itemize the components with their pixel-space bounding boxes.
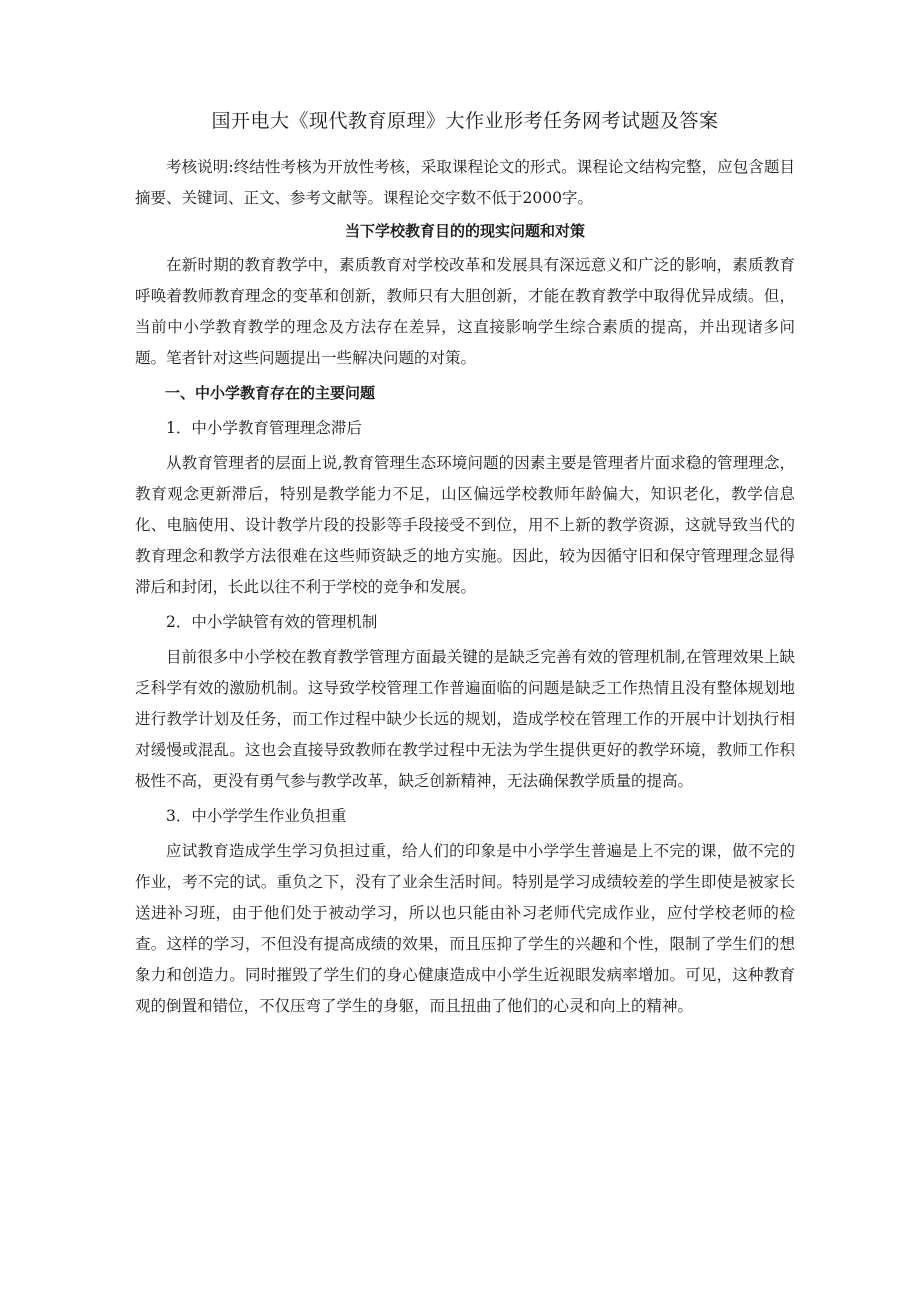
paragraph-3: 应试教育造成学生学习负担过重，给人们的印象是中小学学生普遍是上不完的课，做不完的作业，考不完的试。重负之下，没有了业余生活时间。特别是学习成绩较差的学生即使是被家长送进补习班，由于他们处于被动学习，所以也只能由补习老师代完成作业，应付学校老师的检查。这样的学习，不但没有提高成绩的效果，而且压抑了学生的兴趣和个性，限制了学生们的想象力和创造力。同时摧毁了学生们的身心健康造成中小学生近视眼发病率增加。可见，这种教育观的倒置和错位，不仅压弯了学生的身躯，而且扭曲了他们的心灵和向上的精神。 <box>135 842 795 1015</box>
paragraph-2: 目前很多中小学校在教育教学管理方面最关键的是缺乏完善有效的管理机制,在管理效果上缺乏科学有效的激励机制。这导致学校管理工作普遍面临的问题是缺乏工作热情且没有整体规划地进行教学计划及任务，而工作过程中缺少长远的规划，造成学校在管理工作的开展中计划执行相对缓慢或混乱。这也会直接导致教师在教学过程中无法为学生提供更好的教学环境，教师工作积极性不高，更没有勇气参与教学改革，缺乏创新精神，无法确保教学质量的提高。 <box>135 648 795 790</box>
essay-title: 当下学校教育目的的现实问题和对策 <box>344 222 585 240</box>
document-content <box>135 108 795 1026</box>
subheading-3: 3．中小学学生作业负担重 <box>166 807 347 825</box>
opening-paragraph: 在新时期的教育教学中，素质教育对学校改革和发展具有深远意义和广泛的影响，素质教育呼唤着教师教育理念的变革和创新，教师只有大胆创新，才能在教育教学中取得优异成绩。但，当前中小学教育教学的理念及方法存在差异，这直接影响学生综合素质的提高，并出现诸多问题。笔者针对这些问题提出一些解决问题的对策。 <box>135 256 795 367</box>
subheading-1: 1．中小学教育管理理念滞后 <box>166 419 362 437</box>
section-heading-1: 一、中小学教育存在的主要问题 <box>165 384 376 402</box>
subheading-2: 2．中小学缺管有效的管理机制 <box>166 613 378 631</box>
document-title: 国开电大《现代教育原理》大作业形考任务网考试题及答案 <box>211 110 719 132</box>
paragraph-1: 从教育管理者的层面上说,教育管理生态环境问题的因素主要是管理者片面求稳的管理理念，教育观念更新滞后，特别是教学能力不足，山区偏远学校教师年龄偏大，知识老化，教学信息化、电脑使用、设计教学片段的投影等手段接受不到位，用不上新的教学资源，这就导致当代的教育理念和教学方法很难在这些师资缺乏的地方实施。因此，较为因循守旧和保守管理理念显得滞后和封闭，长此以往不利于学校的竞争和发展。 <box>135 454 795 596</box>
exam-instructions: 考核说明:终结性考核为开放性考核，采取课程论文的形式。课程论文结构完整，应包含题目摘要、关键词、正文、参考文献等。课程论交字数不低于2000字。 <box>135 158 795 207</box>
